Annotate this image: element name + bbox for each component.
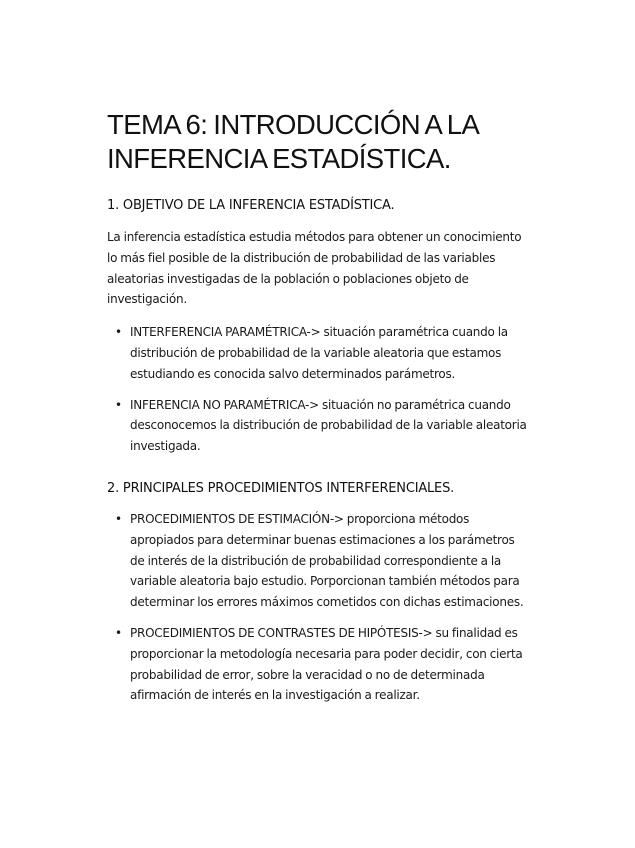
bullet-list-procedimientos xyxy=(107,509,527,706)
list-item-text: INTERFERENCIA PARAMÉTRICA-> situación paramétrica cuando la distribución de probabilidad de la variable aleatoria que estamos estudiando es conocida salvo determinados parámetros. xyxy=(130,325,508,381)
list-item xyxy=(107,623,527,706)
section-paragraph-objetivo: La inferencia estadística estudia métodos para obtener un conocimiento lo más fiel posible de la distribución de probabilidad de las variables aleatorias investigadas de la población o poblaciones objeto de investigación. xyxy=(107,230,522,307)
bullet-icon: • xyxy=(115,625,122,640)
bullet-icon: • xyxy=(115,325,122,340)
list-item-text: PROCEDIMIENTOS DE ESTIMACIÓN-> proporciona métodos apropiados para determinar buenas estimaciones a los parámetros de interés de la distribución de probabilidad correspondiente a la variable aleatoria bajo estudio. Porporcionan también métodos para determinar los errores máximos cometidos con dichas estimaciones. xyxy=(130,511,524,610)
bullet-list-inferencia-types xyxy=(107,322,527,457)
list-item xyxy=(107,322,527,384)
bullet-icon: • xyxy=(115,397,122,412)
list-item-text: PROCEDIMIENTOS DE CONTRASTES DE HIPÓTESIS-> su finalidad es proporcionar la metodología necesaria para poder decidir, con cierta probabilidad de error, sobre la veracidad o no de determinada afirmación de interés en la investigación a realizar. xyxy=(130,625,523,703)
list-item xyxy=(107,395,527,457)
section-heading-procedimientos: 2. PRINCIPALES PROCEDIMIENTOS INTERFERENCIALES. xyxy=(107,480,455,496)
bullet-icon: • xyxy=(115,511,122,526)
list-item xyxy=(107,509,527,613)
page-title: TEMA 6: INTRODUCCIÓN A LA INFERENCIA ESTADÍSTICA. xyxy=(107,109,478,174)
section-heading-objetivo: 1. OBJETIVO DE LA INFERENCIA ESTADÍSTICA. xyxy=(107,198,395,213)
document-page xyxy=(107,108,527,706)
list-item-text: INFERENCIA NO PARAMÉTRICA-> situación no paramétrica cuando desconocemos la distribución de probabilidad de la variable aleatoria investigada. xyxy=(130,397,527,454)
